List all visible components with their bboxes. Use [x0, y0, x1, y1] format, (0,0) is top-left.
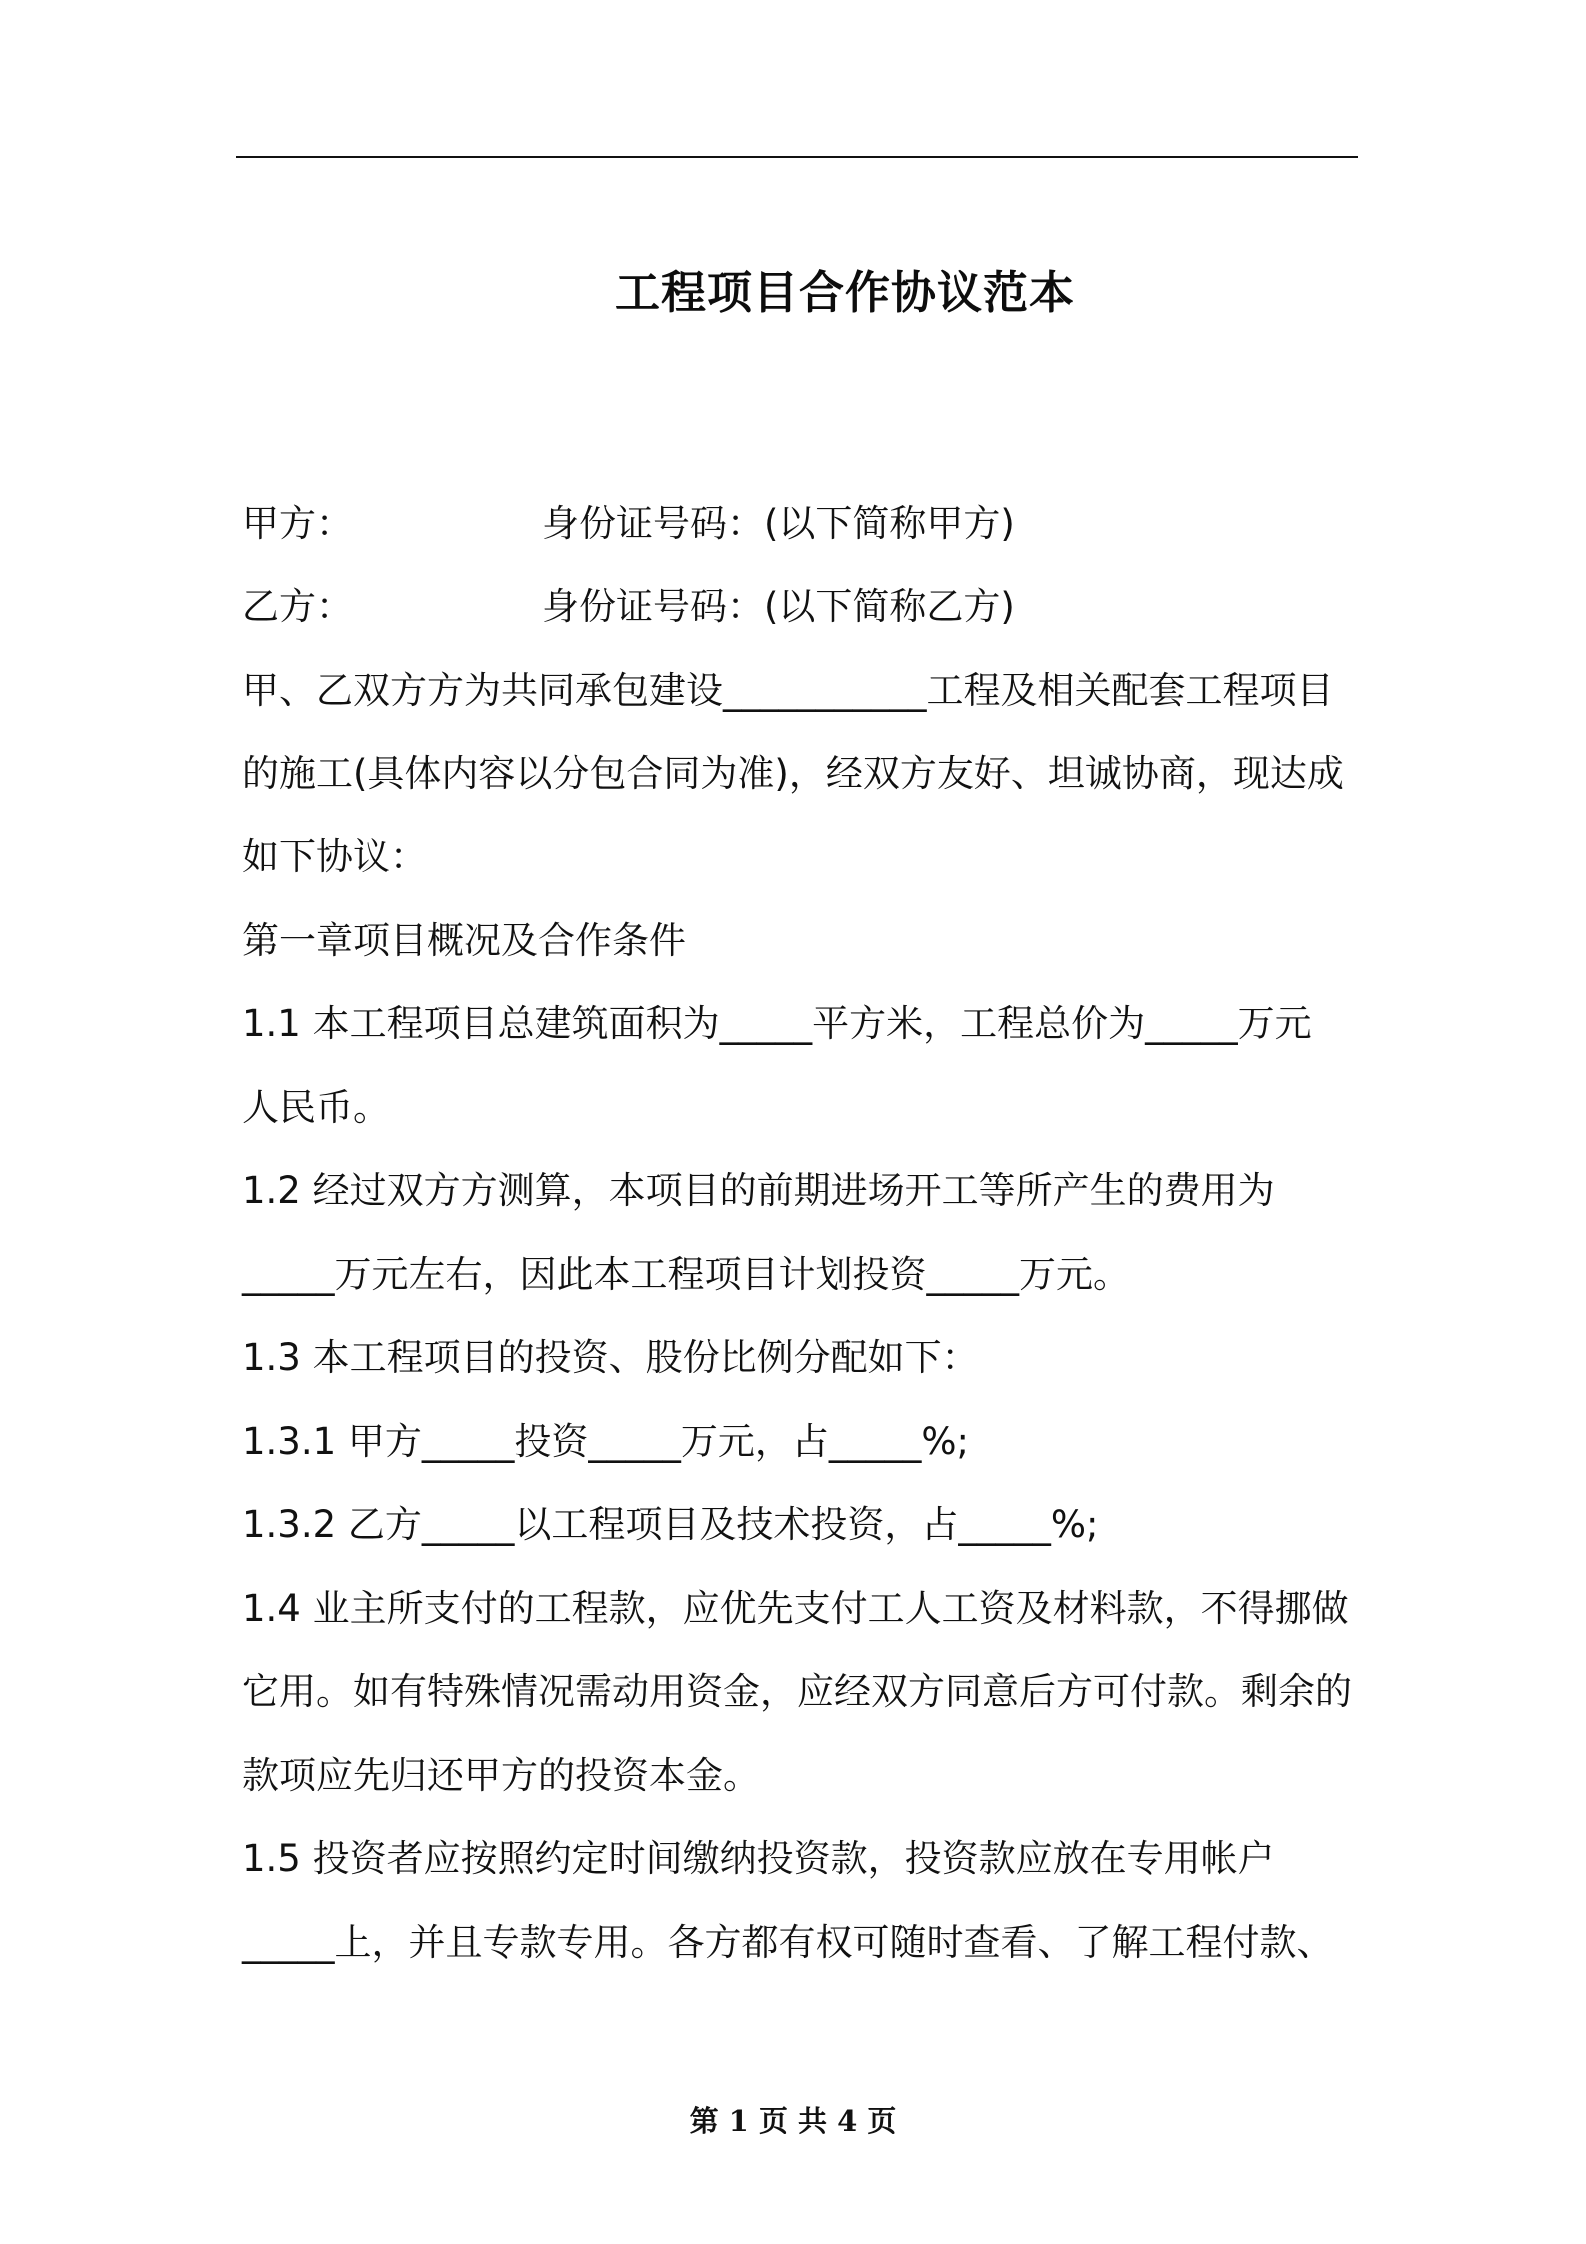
paragraph-line: 的施工(具体内容以分包合同为准)，经双方友好、坦诚协商，现达成	[242, 752, 1344, 795]
clause-line: 它用。如有特殊情况需动用资金，应经双方同意后方可付款。剩余的	[242, 1670, 1352, 1713]
chapter-heading: 第一章项目概况及合作条件	[242, 919, 686, 962]
party-b-id-text: 身份证号码：(以下简称乙方)	[542, 585, 1015, 628]
clause-line: 1.3 本工程项目的投资、股份比例分配如下：	[242, 1336, 979, 1379]
clause-line: 1.3.2 乙方_____以工程项目及技术投资，占_____%;	[242, 1503, 1099, 1546]
clause-line: 1.5 投资者应按照约定时间缴纳投资款，投资款应放在专用帐户	[242, 1837, 1275, 1880]
clause-line: 人民币。	[242, 1086, 390, 1129]
party-b-label: 乙方：	[242, 585, 353, 628]
document-title: 工程项目合作协议范本	[614, 266, 1075, 319]
clause-line: 1.4 业主所支付的工程款，应优先支付工人工资及材料款，不得挪做	[242, 1587, 1349, 1630]
party-a-id-text: 身份证号码：(以下简称甲方)	[542, 502, 1015, 545]
clause-line: 1.1 本工程项目总建筑面积为_____平方米，工程总价为_____万元	[242, 1002, 1312, 1045]
paragraph-line: 如下协议：	[242, 835, 427, 878]
clause-line: _____万元左右，因此本工程项目计划投资_____万元。	[242, 1253, 1130, 1296]
clause-line: 1.3.1 甲方_____投资_____万元，占_____%;	[242, 1420, 970, 1463]
clause-line: 款项应先归还甲方的投资本金。	[242, 1754, 760, 1797]
clause-line: 1.2 经过双方方测算，本项目的前期进场开工等所产生的费用为	[242, 1169, 1275, 1212]
paragraph-line: 甲、乙双方方为共同承包建设___________工程及相关配套工程项目	[242, 669, 1334, 712]
header-rule	[236, 156, 1358, 158]
page-number-footer: 第 1 页 共 4 页	[689, 2104, 897, 2138]
clause-line: _____上，并且专款专用。各方都有权可随时查看、了解工程付款、	[242, 1921, 1334, 1964]
party-a-label: 甲方：	[242, 502, 353, 545]
